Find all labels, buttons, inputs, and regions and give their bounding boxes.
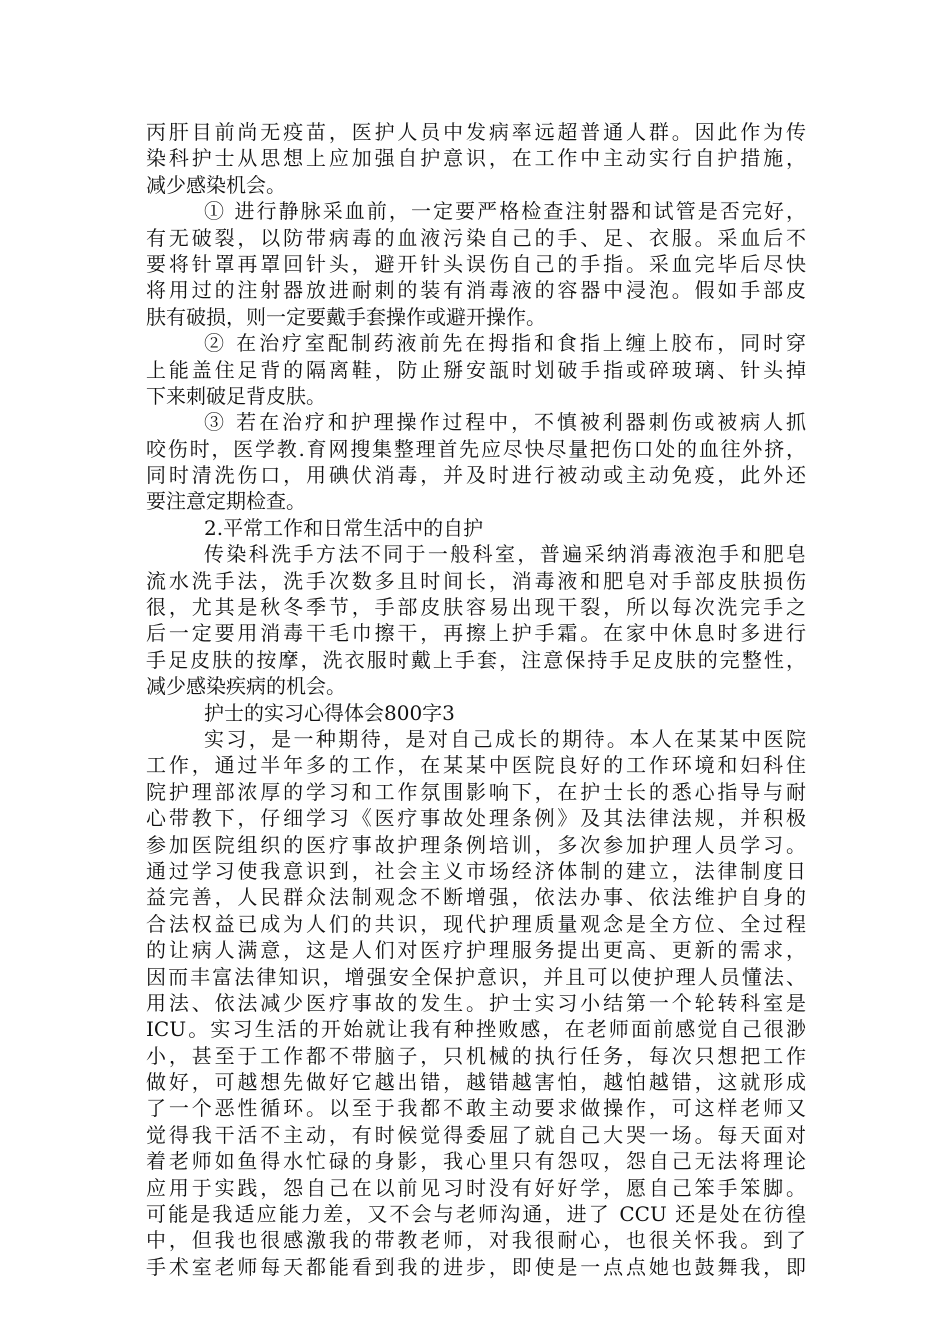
text-line: 流水洗手法，洗手次数多且时间长，消毒液和肥皂对手部皮肤损伤 (146, 568, 806, 593)
text-line: 合法权益已成为人们的共识，现代护理质量观念是全方位、全过程 (146, 911, 806, 936)
text-line: 手术室老师每天都能看到我的进步，即使是一点点她也鼓舞我，即 (146, 1254, 806, 1279)
text-line: 要注意定期检查。 (146, 489, 306, 514)
document-body (146, 119, 806, 1280)
text-line: 可能是我适应能力差，又不会与老师沟通，进了 CCU 还是处在彷徨 (146, 1202, 806, 1227)
text-line: 益完善，人民群众法制观念不断增强，依法办事、依法维护自身的 (146, 885, 806, 910)
text-line: ② 在治疗室配制药液前先在拇指和食指上缠上胶布，同时穿 (204, 331, 806, 356)
text-line: 实习，是一种期待，是对自己成长的期待。本人在某某中医院 (204, 726, 806, 751)
text-line: 手足皮肤的按摩，洗衣服时戴上手套，注意保持手足皮肤的完整性， (146, 647, 806, 672)
text-line: 下来刺破足背皮肤。 (146, 383, 326, 408)
text-line: 咬伤时，医学教.育网搜集整理首先应尽快尽量把伤口处的血往外挤， (146, 436, 806, 461)
text-line: 2.平常工作和日常生活中的自护 (204, 515, 484, 540)
text-line: 减少感染疾病的机会。 (146, 674, 346, 699)
text-line: 很，尤其是秋冬季节，手部皮肤容易出现干裂，所以每次洗完手之 (146, 595, 806, 620)
text-line: 传染科洗手方法不同于一般科室，普遍采纳消毒液泡手和肥皂 (204, 542, 806, 567)
text-line: 院护理部浓厚的学习和工作氛围影响下，在护士长的悉心指导与耐 (146, 779, 806, 804)
text-line: 工作，通过半年多的工作，在某某中医院良好的工作环境和妇科住 (146, 753, 806, 778)
text-line: 做好，可越想先做好它越出错，越错越害怕，越怕越错，这就形成 (146, 1070, 806, 1095)
text-line: 肤有破损，则一定要戴手套操作或避开操作。 (146, 304, 546, 329)
text-line: 中，但我也很感激我的带教老师，对我很耐心，也很关怀我。到了 (146, 1228, 806, 1253)
text-line: ① 进行静脉采血前，一定要严格检查注射器和试管是否完好， (204, 199, 806, 224)
text-line: 觉得我干活不主动，有时候觉得委屈了就自己大哭一场。每天面对 (146, 1122, 806, 1147)
text-line: 小，甚至于工作都不带脑子，只机械的执行任务，每次只想把工作 (146, 1043, 806, 1068)
text-line: 因而丰富法律知识，增强安全保护意识，并且可以使护理人员懂法、 (146, 964, 806, 989)
text-line: 着老师如鱼得水忙碌的身影，我心里只有怨叹，怨自己无法将理论 (146, 1149, 806, 1174)
text-line: 了一个恶性循环。以至于我都不敢主动要求做操作，可这样老师又 (146, 1096, 806, 1121)
text-line: 护士的实习心得体会800字3 (204, 700, 455, 725)
text-line: 应用于实践，怨自己在以前见习时没有好好学，愿自己笨手笨脚。 (146, 1175, 806, 1200)
text-line: 心带教下，仔细学习《医疗事故处理条例》及其法律法规，并积极 (146, 806, 806, 831)
text-line: 减少感染机会。 (146, 172, 286, 197)
text-line: 同时清洗伤口，用碘伏消毒，并及时进行被动或主动免疫，此外还 (146, 463, 806, 488)
text-line: ③ 若在治疗和护理操作过程中，不慎被利器刺伤或被病人抓 (204, 410, 806, 435)
text-line: 有无破裂，以防带病毒的血液污染自己的手、足、衣服。采血后不 (146, 225, 806, 250)
text-line: ICU。实习生活的开始就让我有种挫败感，在老师面前感觉自己很渺 (146, 1017, 806, 1042)
text-line: 的让病人满意，这是人们对医疗护理服务提出更高、更新的需求， (146, 938, 806, 963)
text-line: 将用过的注射器放进耐刺的装有消毒液的容器中浸泡。假如手部皮 (146, 278, 806, 303)
text-line: 要将针罩再罩回针头，避开针头误伤自己的手指。采血完毕后尽快 (146, 251, 806, 276)
text-line: 染科护士从思想上应加强自护意识，在工作中主动实行自护措施， (146, 146, 806, 171)
text-line: 参加医院组织的医疗事故护理条例培训，多次参加护理人员学习。 (146, 832, 806, 857)
text-line: 通过学习使我意识到，社会主义市场经济体制的建立，法律制度日 (146, 858, 806, 883)
text-line: 丙肝目前尚无疫苗，医护人员中发病率远超普通人群。因此作为传 (146, 120, 806, 144)
text-line: 用法、依法减少医疗事故的发生。护士实习小结第一个轮转科室是 (146, 990, 806, 1015)
text-line: 后一定要用消毒干毛巾擦干，再擦上护手霜。在家中休息时多进行 (146, 621, 806, 646)
text-line: 上能盖住足背的隔离鞋，防止掰安瓿时划破手指或碎玻璃、针头掉 (146, 357, 806, 382)
